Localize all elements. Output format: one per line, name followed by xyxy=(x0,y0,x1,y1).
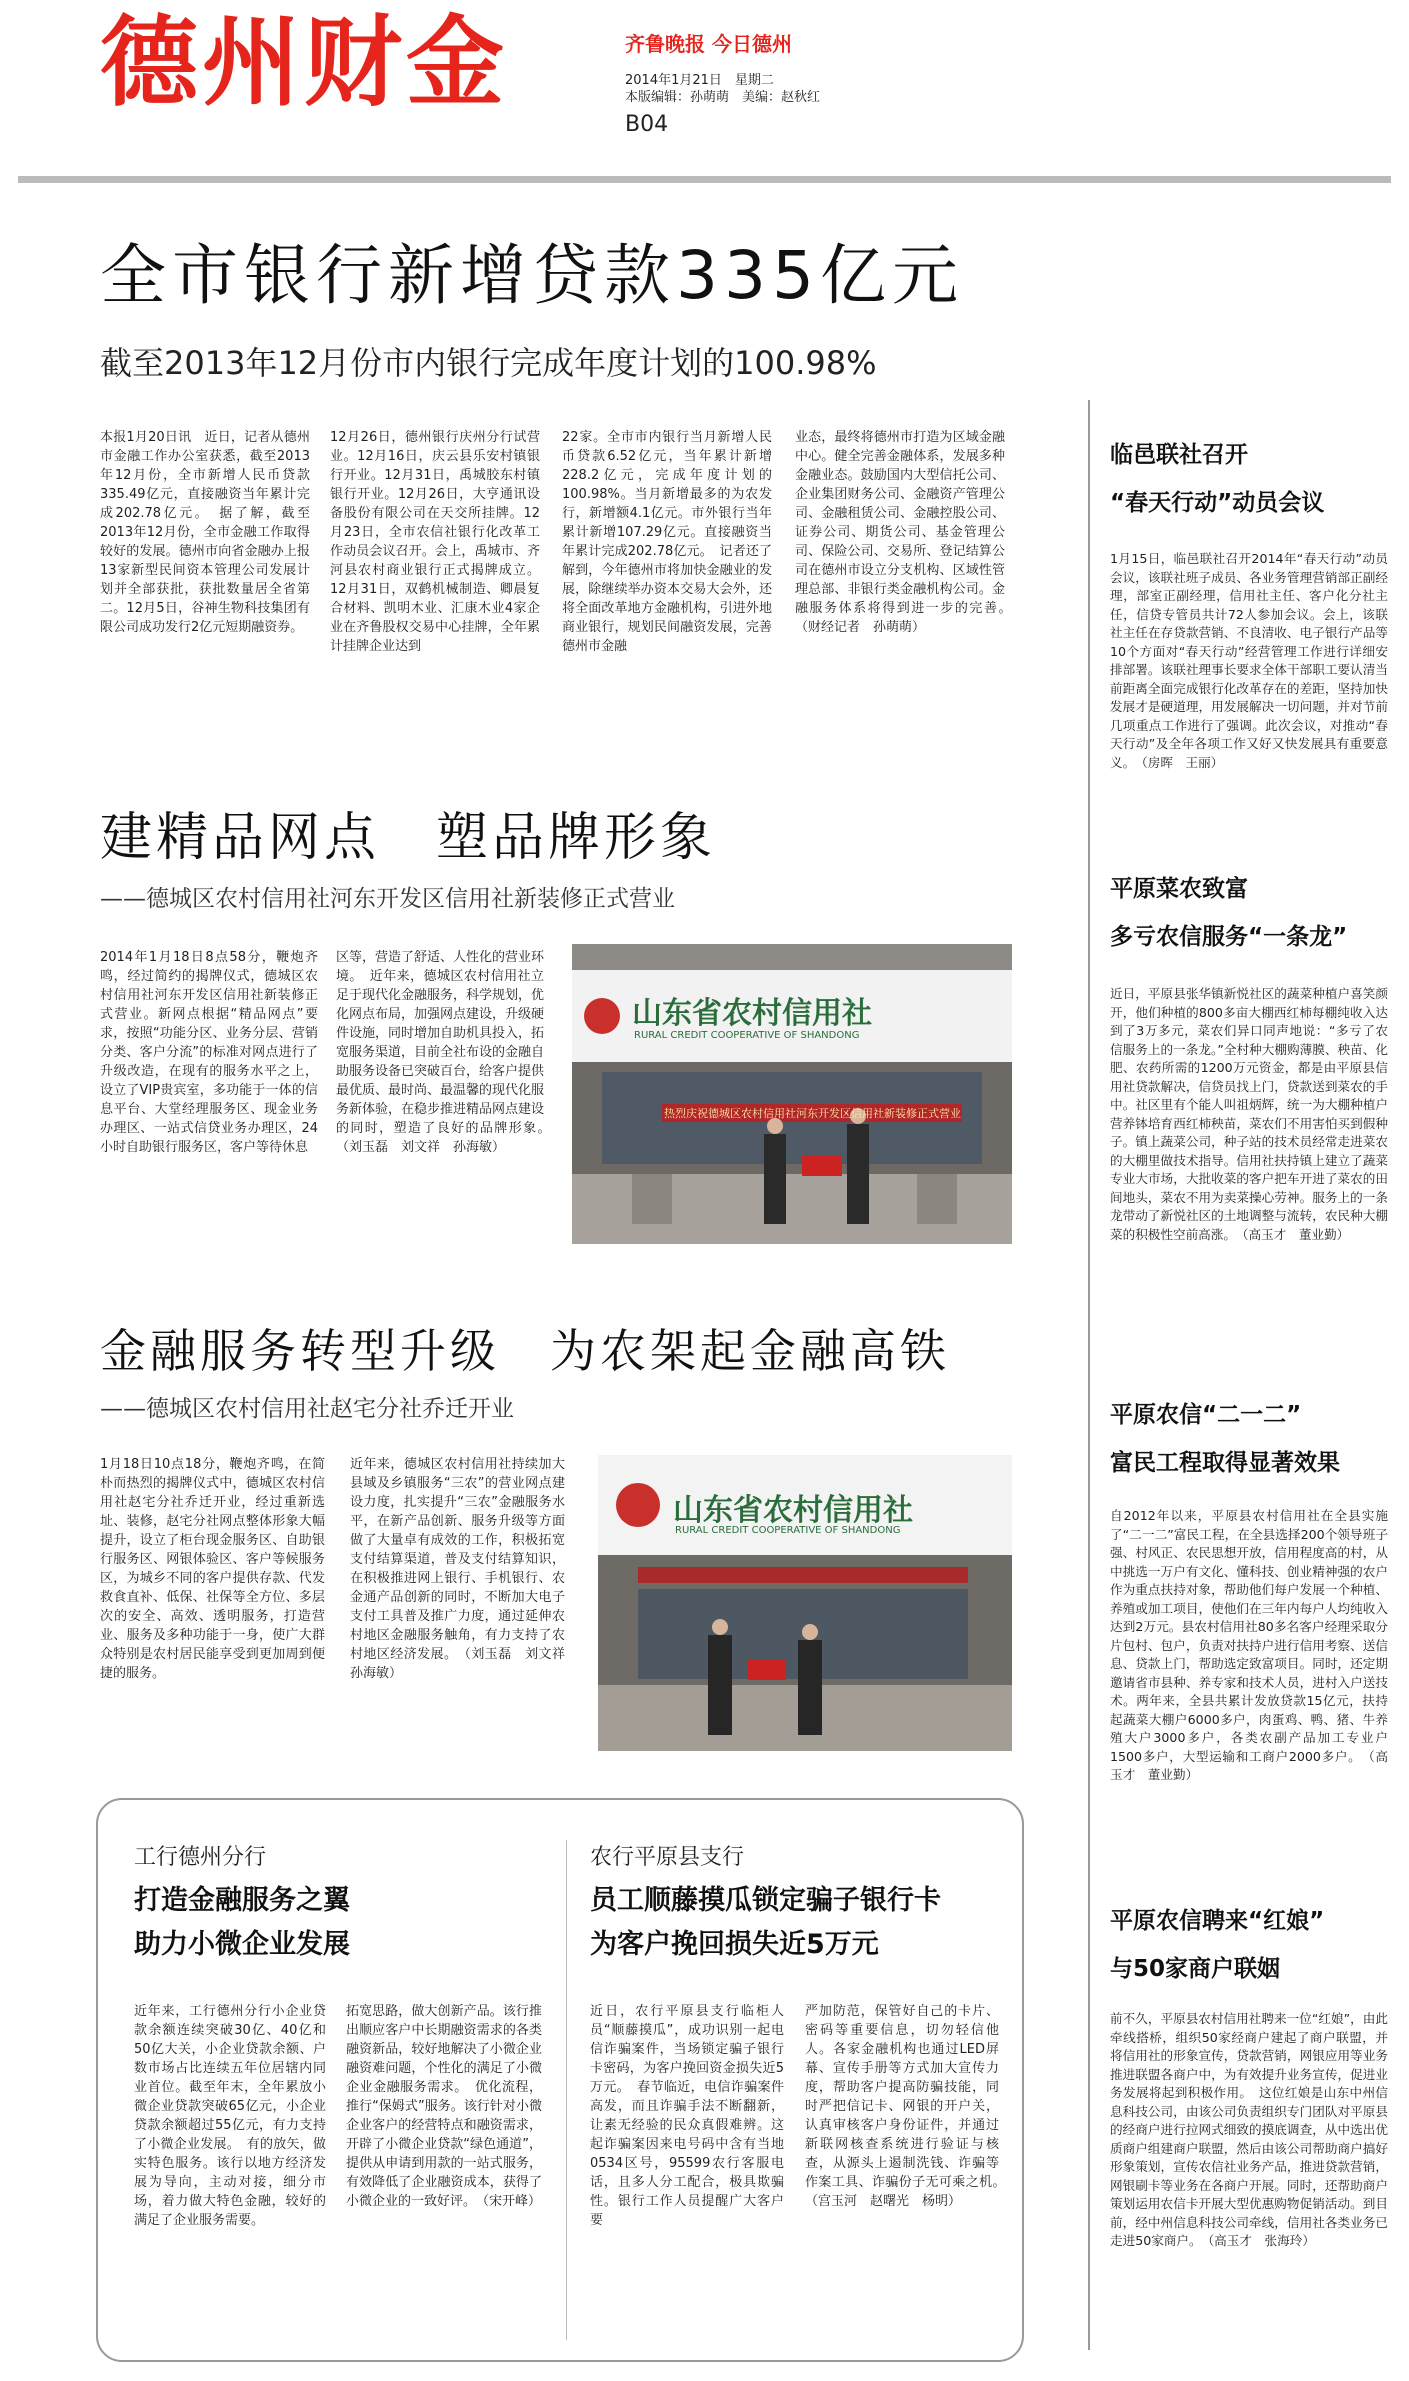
story3-title: 金融服务转型升级 为农架起金融高铁 xyxy=(100,1324,950,1378)
story2-photo-sign: 山东省农村信用社 xyxy=(632,996,872,1031)
box-divider xyxy=(566,1840,567,2340)
story3-subtitle: ——德城区农村信用社赵宅分社乔迁开业 xyxy=(100,1396,514,1422)
story2-column-1: 2014年1月18日8点58分，鞭炮齐鸣，经过简约的揭牌仪式，德城区农村信用社河东开发区信用社新装修正式营业。新网点根据“精品网点”要求，按照“功能分区、业务分层、营销分类、客户分流”的标准对网点进行了升级改造，在现有的服务水平之上，设立了VIP贵宾室，多功能于一体的信息平台、大堂经理服务区、现金业务办理区、一站式信贷业务办理区，24小时自助银行服务区，客户等待休息 xyxy=(100,950,318,1155)
date-line: 2014年1月21日 星期二 xyxy=(625,73,774,88)
story3-photo-sign: 山东省农村信用社 xyxy=(673,1493,913,1528)
sidebar-divider xyxy=(1088,400,1090,2350)
sidebar-3-headline-1: 平原农信“二一二” xyxy=(1110,1402,1302,1428)
lead-headline: 全市银行新增贷款335亿元 xyxy=(100,237,964,314)
sidebar-3-headline-2: 富民工程取得显著效果 xyxy=(1110,1450,1340,1476)
top-divider xyxy=(18,176,1391,183)
story3-photo-sign-en: RURAL CREDIT COOPERATIVE OF SHANDONG xyxy=(675,1525,901,1536)
sidebar-2-body: 近日，平原县张华镇新悦社区的蔬菜种植户喜笑颜开，他们种植的800多亩大棚西红柿每棚纯收入达到了3万多元，菜农们异口同声地说：“多亏了农信服务上的一条龙。”全村种大棚购薄膜、秧苗、化肥、农药所需的1200万元资金，都是由平原县信用社贷款解决，信贷员找上门，贷款送到菜农的手中。社区里有个能人叫祖炳辉，统一为大棚种植户营养钵培育西红柿秧苗，菜农们不用害怕买到假种子。镇上蔬菜公司，种子站的技术员经常走进菜农的大棚里做技术指导。信用社扶持镇上建立了蔬菜专业大市场，大批收菜的客户把车开进了菜农的田间地头，菜农不用为卖菜操心劳神。服务上的一条龙带动了新悦社区的土地调整与流转，农民种大棚菜的积极性空前高涨。 （高玉才 董业勤） xyxy=(1110,986,1388,1242)
masthead-brand: 齐鲁晚报 今日德州 xyxy=(625,32,792,56)
story2-title: 建精品网点 塑品牌形象 xyxy=(100,808,717,868)
lead-column-1: 本报1月20日讯 近日，记者从德州市金融工作办公室获悉，截至2013年12月份，全市新增人民币贷款335.49亿元，直接融资当年累计完成202.78亿元。 据了解，截至2013年12月份，全市金融工作取得较好的发展。德州市向省金融办上报13家新型民间资本管理公司发展计划并全部获批，获批数量居全省第二。12月5日，谷神生物科技集团有限公司成功发行2亿元短期融资券。 xyxy=(100,430,310,635)
lead-column-4: 业态，最终将德州市打造为区域金融中心。健全完善金融体系，发展多种金融业态。鼓励国内大型信托公司、企业集团财务公司、金融资产管理公司、金融租赁公司、金融控股公司、证券公司、期货公司、基金管理公司、保险公司、交易所、登记结算公司在德州市设立分支机构、区域性管理总部、非银行类金融机构公司。金融服务体系将得到进一步的完善。 （财经记者 孙萌萌） xyxy=(795,430,1019,635)
lead-subhead: 截至2013年12月份市内银行完成年度计划的100.98% xyxy=(100,344,877,382)
story2-column-2: 区等，营造了舒适、人性化的营业环境。 近年来，德城区农村信用社立足于现代化金融服务，科学规划，优化网点布局，加强网点建设，升级硬件设施，同时增加自助机具投入，拓宽服务渠道，目前全社布设的金融自助服务设备已突破百台，给客户提供最优质、最时尚、最温馨的现代化服务新体验，在稳步推进精品网点建设的同时，塑造了良好的品牌形象。 （刘玉磊 刘文祥 孙海敏） xyxy=(336,950,558,1155)
sidebar-3-body: 自2012年以来，平原县农村信用社在全县实施了“二一二”富民工程，在全县选择200个领导班子强、村风正、农民思想开放，信用程度高的村，从中挑选一万户有文化、懂科技、创业精神强的农户作为重点扶持对象，帮助他们每户发展一个种植、养殖或加工项目，使他们在三年内每户人均纯收入达到2万元。县农村信用社80多名客户经理采取分片包村、包户，负责对扶持户进行信用考察、送信息、贷款上门，帮助选定致富项目。同时，还定期邀请省市县种、养专家和技术人员，进村入户送技术。两年来，全县共累计发放贷款15亿元，扶持起蔬菜大棚户6000多户，肉蛋鸡、鸭、猪、牛养殖大户3000多户，各类农副产品加工专业户1500多户，大型运输和工商户2000多户。 （高玉才 董业勤） xyxy=(1110,1508,1388,1782)
box-right-column-2: 严加防范，保管好自己的卡片、密码等重要信息，切勿轻信他人。各家金融机构也通过LED屏幕、宣传手册等方式加大宣传力度，帮助客户提高防骗技能，同时严把信记卡、网银的开户关，认真审核客户身份证件，并通过新联网核查系统进行验证与核查，从源头上遏制洗钱、诈骗等作案工具、诈骗份子无可乘之机。 （宫玉河 赵曙光 杨明） xyxy=(805,2004,1013,2209)
box-right-tag: 农行平原县支行 xyxy=(590,1845,745,1870)
story2-photo xyxy=(572,944,1012,1244)
sidebar-4-headline-2: 与50家商户联姻 xyxy=(1110,1956,1281,1982)
masthead-meta xyxy=(625,72,820,106)
masthead-title: 德州财金 xyxy=(100,6,509,120)
box-right-column-1: 近日，农行平原县支行临柜人员“顺藤摸瓜”，成功识别一起电信诈骗案件，当场锁定骗子银行卡密码，为客户挽回资金损失近5万元。 春节临近，电信诈骗案件高发，而且诈骗手法不断翻新，让素无经验的民众真假难辨。这起诈骗案因来电号码中含有当地0534区号，95599农行客服电话，且多人分工配合，极具欺骗性。银行工作人员提醒广大客户要 xyxy=(590,2004,784,2228)
sidebar-4-headline-1: 平原农信聘来“红娘” xyxy=(1110,1908,1325,1934)
sidebar-1-body: 1月15日，临邑联社召开2014年“春天行动”动员会议，该联社班子成员、各业务管理营销部正副经理，部室正副经理，信用社主任、客户化分社主任，信贷专管员共计72人参加会议。会上，该联社主任在存贷款营销、不良清收、电子银行产品等10个方面对“春天行动”经营管理工作进行详细安排部署。该联社理事长要求全体干部职工要认清当前距离全面完成银行化改革存在的差距，坚持加快发展才是硬道理，用发展解决一切问题，并对节前几项重点工作进行了强调。此次会议，对推动“春天行动”及全年各项工作又好又快发展具有重要意义。 （房晖 王丽） xyxy=(1110,551,1388,770)
box-left-headline-1: 打造金融服务之翼 xyxy=(134,1885,350,1916)
box-right-headline-1: 员工顺藤摸瓜锁定骗子银行卡 xyxy=(590,1885,941,1916)
box-right-headline-2: 为客户挽回损失近5万元 xyxy=(590,1929,879,1960)
editors-line: 本版编辑：孙萌萌 美编：赵秋红 xyxy=(625,90,821,105)
sidebar-1-headline-2: “春天行动”动员会议 xyxy=(1110,490,1325,516)
story2-photo-banner: 热烈庆祝德城区农村信用社河东开发区信用社新装修正式营业 xyxy=(664,1107,961,1120)
page-number: B04 xyxy=(625,112,669,137)
box-left-column-2: 拓宽思路，做大创新产品。该行推出顺应客户中长期融资需求的各类融资新品，较好地解决了小微企业融资难问题，个性化的满足了小微企业金融服务需求。 优化流程，推行“保姆式”服务。该行针对小微企业客户的经营特点和融资需求，开辟了小微企业贷款“绿色通道”，提供从申请到用款的一站式服务，有效降低了企业融资成本，获得了小微企业的一致好评。 （宋开峰） xyxy=(346,2004,542,2209)
story2-photo-sign-en: RURAL CREDIT COOPERATIVE OF SHANDONG xyxy=(634,1030,860,1041)
box-left-column-1: 近年来，工行德州分行小企业贷款余额连续突破30亿、40亿和50亿大关，小企业贷款余额、户数市场占比连续五年位居辖内同业首位。截至年末，全年累放小微企业贷款突破65亿元，小企业贷款余额超过55亿元，有力支持了小微企业发展。 有的放矢，做实特色服务。该行以地方经济发展为导向，主动对接，细分市场，着力做大特色金融，较好的满足了企业服务需要。 xyxy=(134,2004,326,2228)
sidebar-2-headline-2: 多亏农信服务“一条龙” xyxy=(1110,924,1348,950)
sidebar-2-headline-1: 平原菜农致富 xyxy=(1110,876,1248,902)
sidebar-4-body: 前不久，平原县农村信用社聘来一位“红娘”，由此牵线搭桥，组织50家经商户建起了商户联盟，并将信用社的形象宣传，贷款营销，网银应用等业务推进联盟各商户中，为有效提升业务宣传，促进业务发展将起到积极作用。 这位红娘是山东中州信息科技公司，由该公司负责组织专门团队对平原县的经商户进行拉网式细致的摸底调查，从中选出优质商户组建商户联盟，然后由该公司帮助商户搞好形象策划，宣传农信社业务产品，推进贷款营销，网银刷卡等业务在各商户开展。同时，还帮助商户策划运用农信卡开展大型优惠购物促销活动。到目前，经中州信息科技公司牵线，信用社各类业务已走进50家商户。 （高玉才 张海玲） xyxy=(1110,2011,1388,2248)
lead-column-3: 22家。全市市内银行当月新增人民币贷款6.52亿元，当年累计新增228.2亿元，完成年度计划的100.98%。当月新增最多的为农发行，新增额4.1亿元。市外银行当年累计新增107.29亿元。直接融资当年累计完成202.78亿元。 记者还了解到，今年德州市将加快金融业的发展，除继续举办资本交易大会外，还将全面改革地方金融机构，引进外地商业银行，规划民间融资发展，完善德州市金融 xyxy=(562,430,772,654)
sidebar-1-headline-1: 临邑联社召开 xyxy=(1110,442,1248,468)
story3-photo xyxy=(598,1455,1012,1751)
lead-column-2: 12月26日，德州银行庆州分行试营业。12月16日，庆云县乐安村镇银行开业。12月31日，禹城胶东村镇银行开业。12月26日，大亨通讯设备股份有限公司在天交所挂牌。12月23日，全市农信社银行化改革工作动员会议召开。会上，禹城市、齐河县农村商业银行正式揭牌成立。12月31日，双鹤机械制造、卿晨复合材料、凯明木业、汇康木业4家企业在齐鲁股权交易中心挂牌，全年累计挂牌企业达到 xyxy=(330,430,540,654)
box-left-tag: 工行德州分行 xyxy=(134,1845,267,1870)
story3-column-1: 1月18日10点18分，鞭炮齐鸣，在简朴而热烈的揭牌仪式中，德城区农村信用社赵宅分社乔迁开业，经过重新选址、装修，赵宅分社网点整体形象大幅提升，设立了柜台现金服务区、自助银行服务区、网银体验区、客户等候服务区，为城乡不同的客户提供存款、代发救食直补、低保、社保等全方位、多层次的安全、高效、透明服务，打造营业、服务及多种功能于一身，使广大群众特别是农村居民能享受到更加周到便捷的服务。 xyxy=(100,1457,325,1681)
story2-subtitle: ——德城区农村信用社河东开发区信用社新装修正式营业 xyxy=(100,886,675,912)
box-left-headline-2: 助力小微企业发展 xyxy=(134,1929,350,1960)
story3-column-2: 近年来，德城区农村信用社持续加大县域及乡镇服务“三农”的营业网点建设力度，扎实提升“三农”金融服务水平，在新产品创新、服务升级等方面做了大量卓有成效的工作，积极拓宽支付结算渠道，普及支付结算知识，在积极推进网上银行、手机银行、农金通产品创新的同时，不断加大电子支付工具普及推广力度，通过延伸农村地区金融服务触角，有力支持了农村地区经济发展。 （刘玉磊 刘文祥 孙海敏） xyxy=(350,1457,579,1681)
